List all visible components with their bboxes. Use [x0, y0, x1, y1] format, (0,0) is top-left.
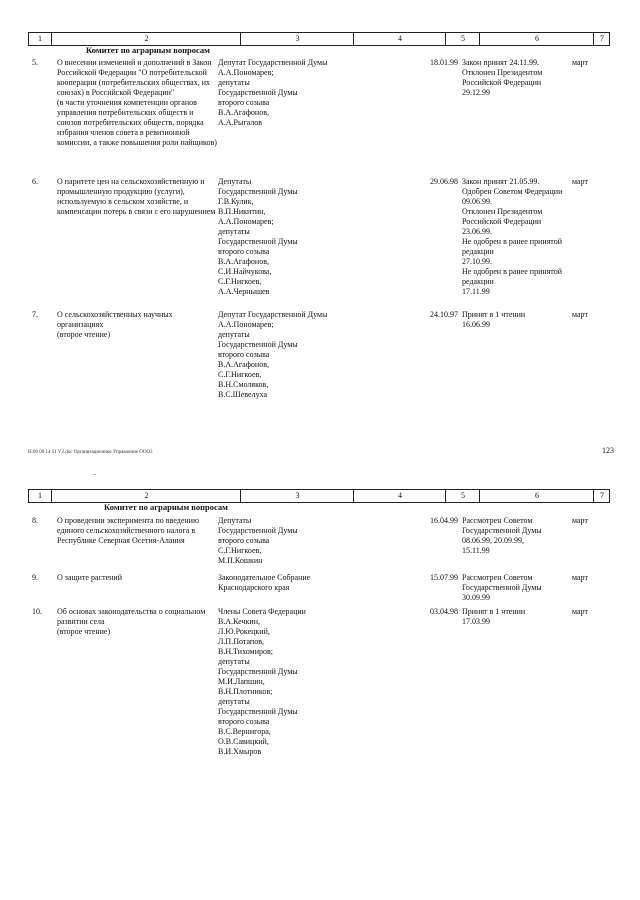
bill-number: 10.	[32, 607, 42, 616]
bill-date: 18.01.99	[430, 58, 458, 67]
col-number-7: 7	[593, 490, 610, 502]
col-number-3: 3	[240, 33, 354, 45]
bill-status: Закон принят 21.05.99. Одобрен Советом Федерации 09.06.99. Отклонен Президентом Российской Федерации 23.06.99. Не одобрен в ранее принятой редакции 27.10.99. Не одобрен в ранее принятой редакции 17.11.99	[462, 177, 563, 296]
bill-number: 7.	[32, 310, 38, 319]
bill-number: 6.	[32, 177, 38, 186]
column-number-header	[28, 32, 610, 46]
bill-status: Рассмотрен Советом Государственной Думы 30.09.99	[462, 573, 542, 602]
bill-date: 16.04.99	[430, 516, 458, 525]
bill-month: март	[572, 310, 588, 319]
bill-subject: О внесении изменений и дополнений в Закон Российской Федерации "О потребительской кооперации (потребительских обществах, их союзах) в Российской Федерации" (в части уточнения компетенции органов управления потребительских обществ и союзов потребительских обществ, порядка избрания членов совета в ревизионной комиссии, а также повышения роли пайщиков)	[57, 58, 217, 147]
committee-heading: Комитет по аграрным вопросам	[86, 45, 210, 55]
col-number-6: 6	[479, 33, 594, 45]
col-number-5: 5	[445, 33, 480, 45]
col-number-7: 7	[593, 33, 610, 45]
page-number: 123	[602, 446, 614, 455]
bill-date: 03.04.98	[430, 607, 458, 616]
bill-status: Закон принят 24.11.99. Отклонен Президентом Российской Федерации 29.12.99	[462, 58, 543, 97]
footer-file-code: H:00 00 14 51 V2.doc Организационное Управление ООО3	[28, 450, 153, 455]
bill-subject: Об основах законодательства о социальном развитии села (второе чтение)	[57, 607, 206, 636]
stray-mark: –	[93, 472, 96, 478]
col-number-2: 2	[51, 33, 241, 45]
col-number-1: 1	[38, 34, 42, 43]
bill-number: 5.	[32, 58, 38, 67]
bill-status: Рассмотрен Советом Государственной Думы 08.06.99, 20.09.99, 15.11.99	[462, 516, 542, 555]
bill-authors: Законодательное Собрание Краснодарского края	[218, 573, 311, 592]
bill-month: март	[572, 607, 588, 616]
bill-subject: О паритете цен на сельскохозяйственную и промышленную продукцию (услуги), используемую в сельском хозяйстве, и компенсации потерь в связи с его нарушением	[57, 177, 216, 216]
col-number-4: 4	[353, 490, 446, 502]
bill-authors: Депутат Государственной Думы А.А.Пономарев; депутаты Государственной Думы второго созыва В.А.Агафонов, С.Г.Нигкоев, В.Н.Смоляков, В.С.Шевелуха	[218, 310, 328, 399]
bill-date: 15.07.99	[430, 573, 458, 582]
bill-month: март	[572, 573, 588, 582]
committee-heading: Комитет по аграрным вопросам	[104, 502, 228, 512]
bill-month: март	[572, 58, 588, 67]
bill-authors: Депутаты Государственной Думы второго созыва С.Г.Нигкоев, М.П.Кошкин	[218, 516, 298, 565]
col-number-6: 6	[479, 490, 594, 502]
bill-month: март	[572, 177, 588, 186]
bill-date: 29.06.98	[430, 177, 458, 186]
bill-month: март	[572, 516, 588, 525]
bill-authors: Члены Совета Федерации В.А.Кечкин, Л.Ю.Рокецкий, Л.П.Потапов, В.Н.Тихомиров; депутаты Государственной Думы М.И.Лапшин, В.Н.Плотников; депутаты Государственной Думы второго созыва В.С.Вернигора, О.В.Савицкий, В.И.Хмыров	[218, 607, 306, 756]
col-number-4: 4	[353, 33, 446, 45]
bill-status: Принят в 1 чтении 17.03.99	[462, 607, 526, 626]
col-number-1: 1	[38, 491, 42, 500]
bill-subject: О защите растений	[57, 573, 122, 582]
bill-authors: Депутат Государственной Думы А.А.Пономарев; депутаты Государственной Думы второго созыва В.А.Агафонов, А.А.Рыгалов	[218, 58, 328, 127]
bill-subject: О проведении эксперимента по введению единого сельскохозяйственного налога в Республике Северная Осетия-Алания	[57, 516, 199, 545]
col-number-5: 5	[445, 490, 480, 502]
column-number-header	[28, 489, 610, 503]
col-number-2: 2	[51, 490, 241, 502]
bill-authors: Депутаты Государственной Думы Г.В.Кулик, В.П.Никитин, А.А.Пономарев; депутаты Государственной Думы второго созыва В.А.Агафонов, С.И.Найчукова, С.Г.Нигкоев, А.А.Чернышев	[218, 177, 298, 296]
bill-number: 9.	[32, 573, 38, 582]
bill-status: Принят в 1 чтении 16.06.99	[462, 310, 526, 329]
bill-date: 24.10.97	[430, 310, 458, 319]
col-number-3: 3	[240, 490, 354, 502]
bill-subject: О сельскохозяйственных научных организациях (второе чтение)	[57, 310, 173, 339]
bill-number: 8.	[32, 516, 38, 525]
